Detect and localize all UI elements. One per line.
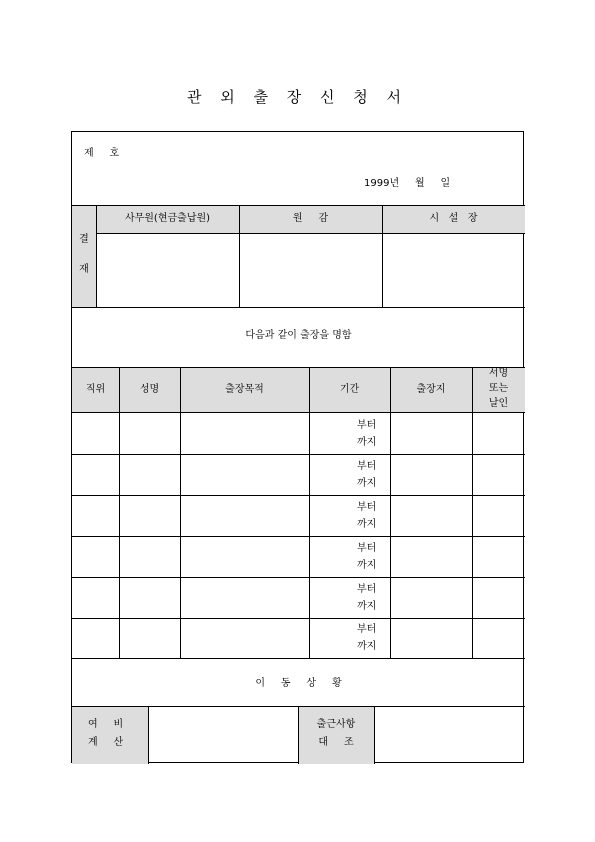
- approval-col-clerk: 사무원(현금출납원): [124, 213, 211, 224]
- statement-text: 다음과 같이 출장을 명함: [245, 330, 352, 341]
- period-to-label: 까지: [357, 601, 377, 612]
- period-from-label: 부터: [357, 624, 377, 635]
- travel-expense-label-2: 계 산: [88, 737, 124, 748]
- period-to-label: 까지: [357, 560, 377, 571]
- period-from-label: 부터: [357, 502, 377, 513]
- attendance-label-1: 출근사항: [316, 719, 356, 730]
- travel-expense-label-1: 여 비: [88, 719, 124, 730]
- period-to-label: 까지: [357, 478, 377, 489]
- application-form: [71, 131, 524, 763]
- period-to-label: 까지: [357, 641, 377, 652]
- period-from-label: 부터: [357, 461, 377, 472]
- approval-col-director: 원 감: [292, 213, 329, 224]
- col-header-destination: 출장지: [416, 384, 446, 395]
- period-from-label: 부터: [357, 420, 377, 431]
- attendance-label-2: 대 조: [318, 737, 354, 748]
- col-header-purpose: 출장목적: [225, 384, 264, 395]
- period-to-label: 까지: [357, 519, 377, 530]
- col-header-position: 직위: [85, 384, 106, 395]
- approval-side-label-2: 재: [79, 264, 89, 275]
- col-header-period: 기간: [339, 384, 360, 395]
- col-header-signature: 서명 또는 날인: [488, 368, 509, 409]
- col-header-name: 성명: [139, 384, 160, 395]
- movement-status-label: 이 동 상 황: [255, 678, 342, 689]
- period-from-label: 부터: [357, 543, 377, 554]
- document-number-label: 제 호: [84, 148, 120, 159]
- document-title: 관 외 출 장 신 청 서: [186, 88, 409, 106]
- approval-side-label-1: 결: [79, 234, 89, 245]
- date-line: 1999년 월 일: [364, 178, 451, 189]
- approval-col-facility-head: 시 설 장: [429, 213, 478, 224]
- period-from-label: 부터: [357, 584, 377, 595]
- period-to-label: 까지: [357, 437, 377, 448]
